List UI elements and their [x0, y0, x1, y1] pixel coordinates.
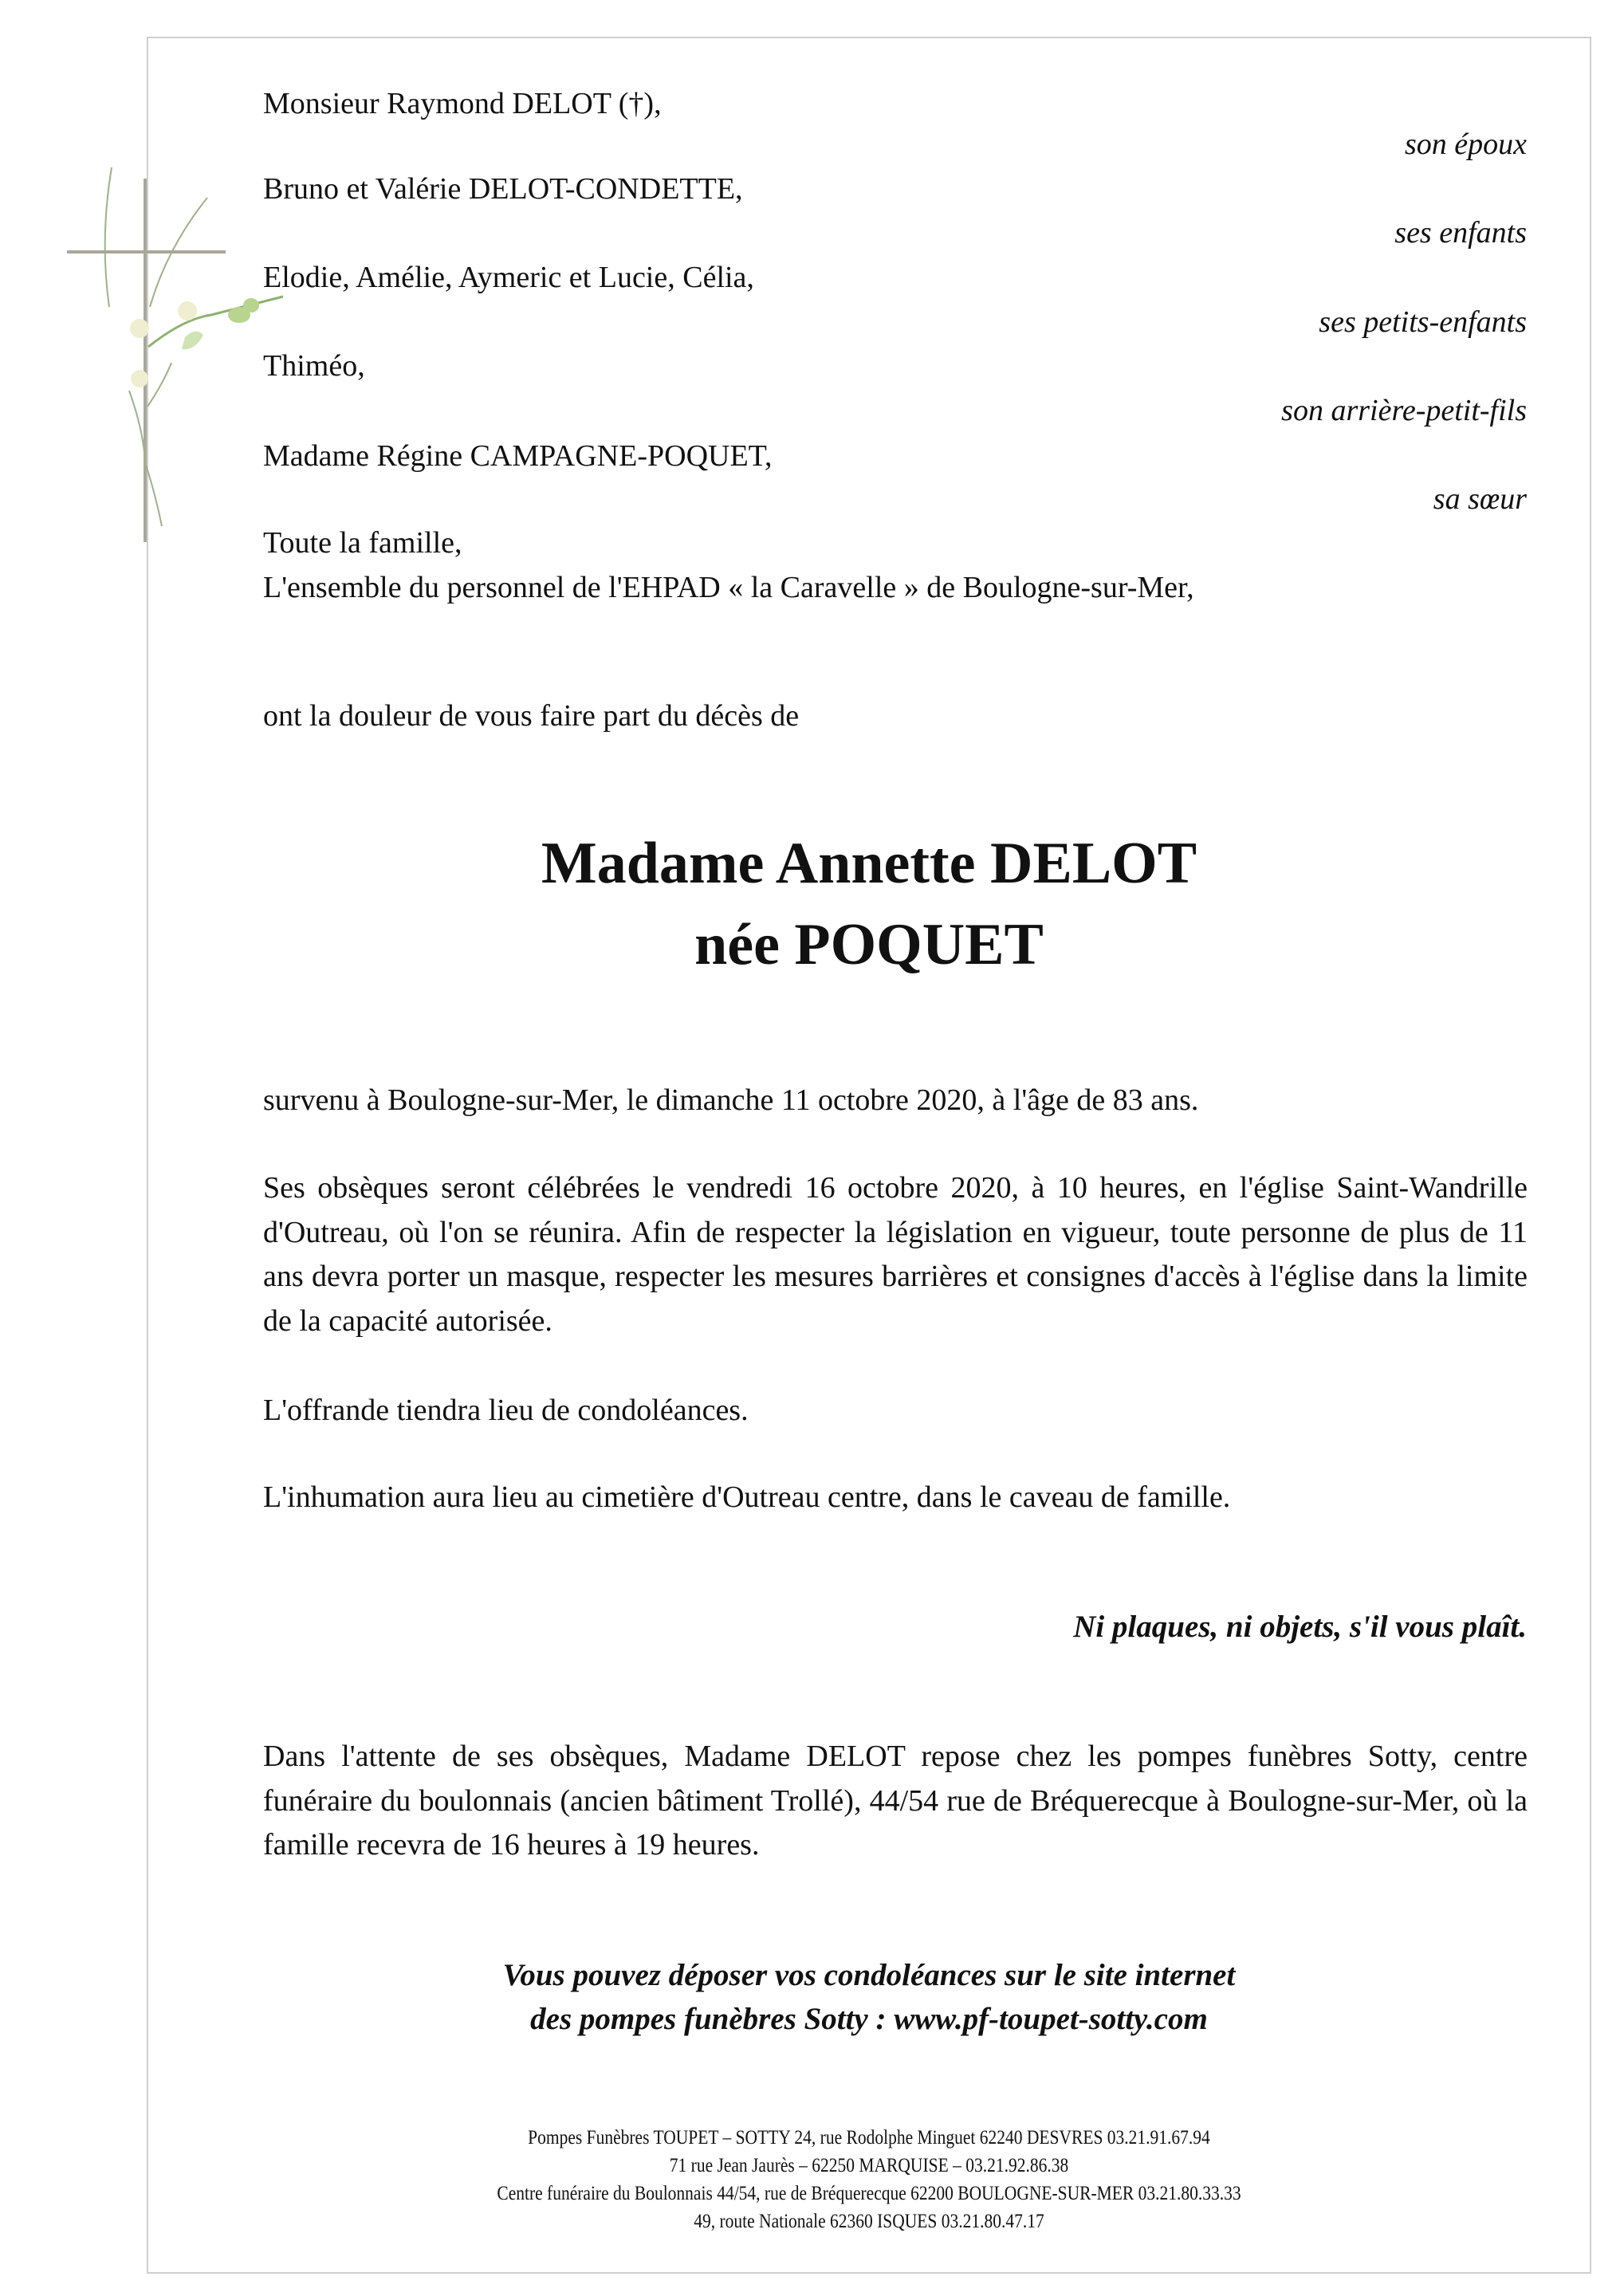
rest-paragraph: Dans l'attente de ses obsèques, Madame DELOT repose chez les pompes funèbres Sotty, centre funéraire du boulonnais (ancien bâtiment Trollé), 44/54 rue de Bréquerecque à Boulogne-sur-Mer, où la famille recevra de 16 heures à 19 heures.	[263, 1740, 1528, 1862]
family-relation-3: son arrière-petit-fils	[1281, 394, 1527, 427]
footer-line-2: Centre funéraire du Boulonnais 44/54, rue de Bréquerecque 62200 BOULOGNE-SUR-MER 03.21.80.33.33	[497, 2183, 1241, 2204]
offering: L'offrande tiendra lieu de condoléances.	[263, 1394, 749, 1427]
deceased-maiden-name: née POQUET	[694, 912, 1044, 977]
footer-line-0: Pompes Funèbres TOUPET – SOTTY 24, rue Rodolphe Minguet 62240 DESVRES 03.21.91.67.94	[528, 2127, 1210, 2149]
family-relation-2: ses petits-enfants	[1319, 305, 1527, 339]
condolences-line-1: des pompes funèbres Sotty : www.pf-toupet-sotty.com	[530, 2002, 1208, 2036]
family-name-3: Thiméo,	[263, 349, 365, 383]
no-flowers-notice: Ni plaques, ni objets, s'il vous plaît.	[1073, 1610, 1527, 1644]
others-0: Toute la famille,	[263, 526, 462, 560]
burial: L'inhumation aura lieu au cimetière d'Outreau centre, dans le caveau de famille.	[263, 1480, 1231, 1514]
deceased-name: Madame Annette DELOT	[541, 831, 1197, 896]
death-info: survenu à Boulogne-sur-Mer, le dimanche 11 octobre 2020, à l'âge de 83 ans.	[263, 1083, 1199, 1117]
condolences-line-0: Vous pouvez déposer vos condoléances sur le site internet	[502, 1958, 1236, 1992]
footer-line-3: 49, route Nationale 62360 ISQUES 03.21.80.47.17	[694, 2211, 1044, 2232]
announcement: ont la douleur de vous faire part du décès de	[263, 699, 800, 733]
funeral-paragraph: Ses obsèques seront célébrées le vendredi 16 octobre 2020, à 10 heures, en l'église Saint-Wandrille d'Outreau, où l'on se réunira. Afin de respecter la législation en vigueur, toute personne de plus de 11 ans devra porter un masque, respecter les mesures barrières et consignes d'accès à l'église dans la limite de la capacité autorisée.	[263, 1171, 1528, 1338]
family-name-2: Elodie, Amélie, Aymeric et Lucie, Célia,	[263, 261, 754, 294]
family-name-0: Monsieur Raymond DELOT (†),	[263, 87, 662, 120]
others-1: L'ensemble du personnel de l'EHPAD « la Caravelle » de Boulogne-sur-Mer,	[263, 571, 1194, 604]
family-name-4: Madame Régine CAMPAGNE-POQUET,	[263, 439, 773, 473]
family-relation-4: sa sœur	[1433, 482, 1527, 516]
family-relation-1: ses enfants	[1394, 216, 1527, 250]
footer-line-1: 71 rue Jean Jaurès – 62250 MARQUISE – 03.21.92.86.38	[669, 2155, 1069, 2176]
family-name-1: Bruno et Valérie DELOT-CONDETTE,	[263, 172, 743, 206]
family-relation-0: son époux	[1404, 128, 1527, 161]
